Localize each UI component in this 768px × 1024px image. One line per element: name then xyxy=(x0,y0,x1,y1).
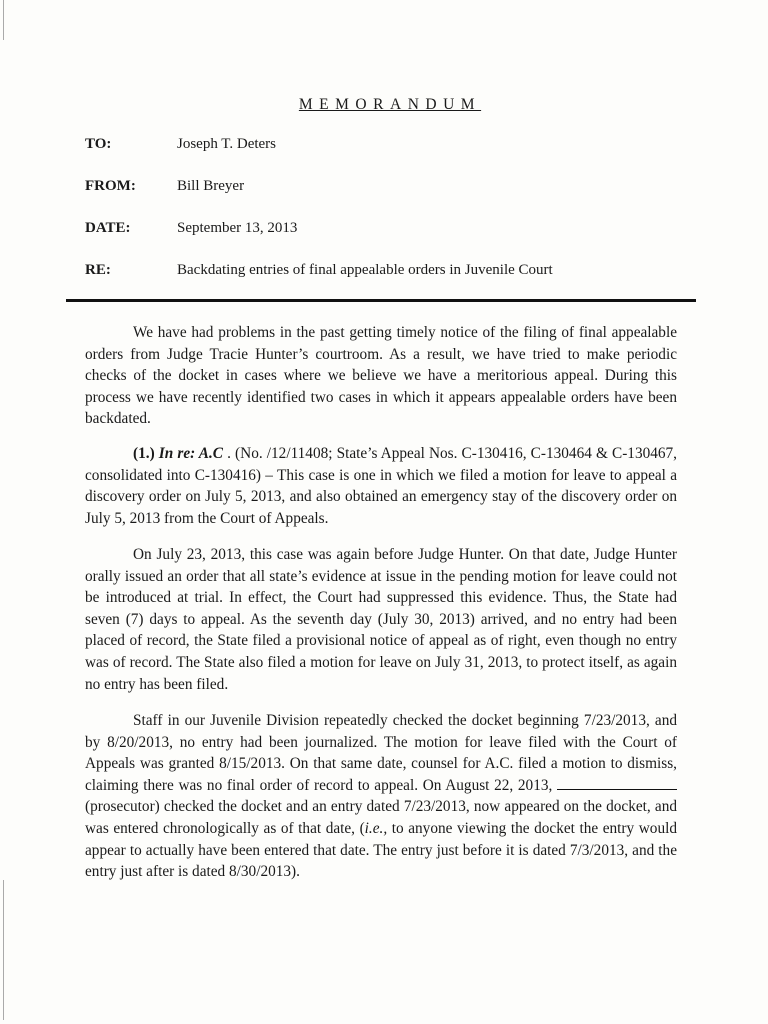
paragraph-1: We have had problems in the past getting timely notice of the filing of final appealable orders from Judge Tracie Hunter’s courtroom. As a result, we have tried to make periodic checks of the docket in cases where we believe we have a meritorious appeal. During this process we have recently identified two cases in which it appears appealable orders have been backdated. xyxy=(85,324,677,428)
paragraph-4-text-c: to anyone viewing the docket the entry would appear to actually have been entered that date. The entry just before it is dated 7/3/2013, and the entry just after is dated 8/30/2013). xyxy=(85,819,677,881)
re-label: RE: xyxy=(85,262,111,278)
redacted-name-blank xyxy=(557,777,677,790)
ie-abbrev: i.e., xyxy=(364,819,388,837)
paragraph-3: On July 23, 2013, this case was again before Judge Hunter. On that date, Judge Hunter orally issued an order that all state’s evidence at issue in the pending motion for leave could not be introduced at trial. In effect, the Court had suppressed this evidence. Thus, the State had seven (7) days to appeal. As the seventh day (July 30, 2013) arrived, and no entry had been placed of record, the State filed a provisional notice of appeal as of right, even though no entry was of record. The State also filed a motion for leave on July 31, 2013, to protect itself, as again no entry has been filed. xyxy=(85,546,677,693)
paragraph-2-text: . (No. /12/11408; State’s Appeal Nos. C-130416, C-130464 & C-130467, consolidated into C-130416) – This case is one in which we filed a motion for leave to appeal a discovery order on July 5, 2013, and also obtained an emergency stay of the discovery order on July 5, 2013 from the Court of Appeals. xyxy=(85,445,678,527)
item-number: (1.) xyxy=(133,445,155,462)
re-value: Backdating entries of final appealable orders in Juvenile Court xyxy=(177,262,553,278)
paragraph-4-text-b: (prosecutor) checked the docket and an entry dated 7/23/2013, now appeared on the docket, and was entered chronologically as of that date, ( xyxy=(85,798,677,837)
paragraph-2 xyxy=(85,443,677,529)
paragraph-4-text-a: Staff in our Juvenile Division repeatedly checked the docket beginning 7/23/2013, and by 8/20/2013, no entry had been journalized. The motion for leave filed with the Court of Appeals was granted 8/15/2013. On that same date, counsel for A.C. filed a motion to dismiss, claiming there was no final order of record to appeal. On August 22, 2013, xyxy=(85,712,677,794)
date-label: DATE: xyxy=(85,220,131,236)
header-divider xyxy=(66,299,696,302)
from-label: FROM: xyxy=(85,178,136,194)
from-value: Bill Breyer xyxy=(177,178,245,194)
scan-edge-mark xyxy=(3,880,4,1020)
memo-title: MEMORANDUM xyxy=(298,96,482,113)
to-label: TO: xyxy=(85,136,112,152)
paragraph-4 xyxy=(85,710,677,883)
case-name: In re: A.C xyxy=(158,445,223,462)
to-value: Joseph T. Deters xyxy=(177,136,277,152)
scan-edge-mark xyxy=(3,0,4,40)
date-value: September 13, 2013 xyxy=(177,220,298,236)
